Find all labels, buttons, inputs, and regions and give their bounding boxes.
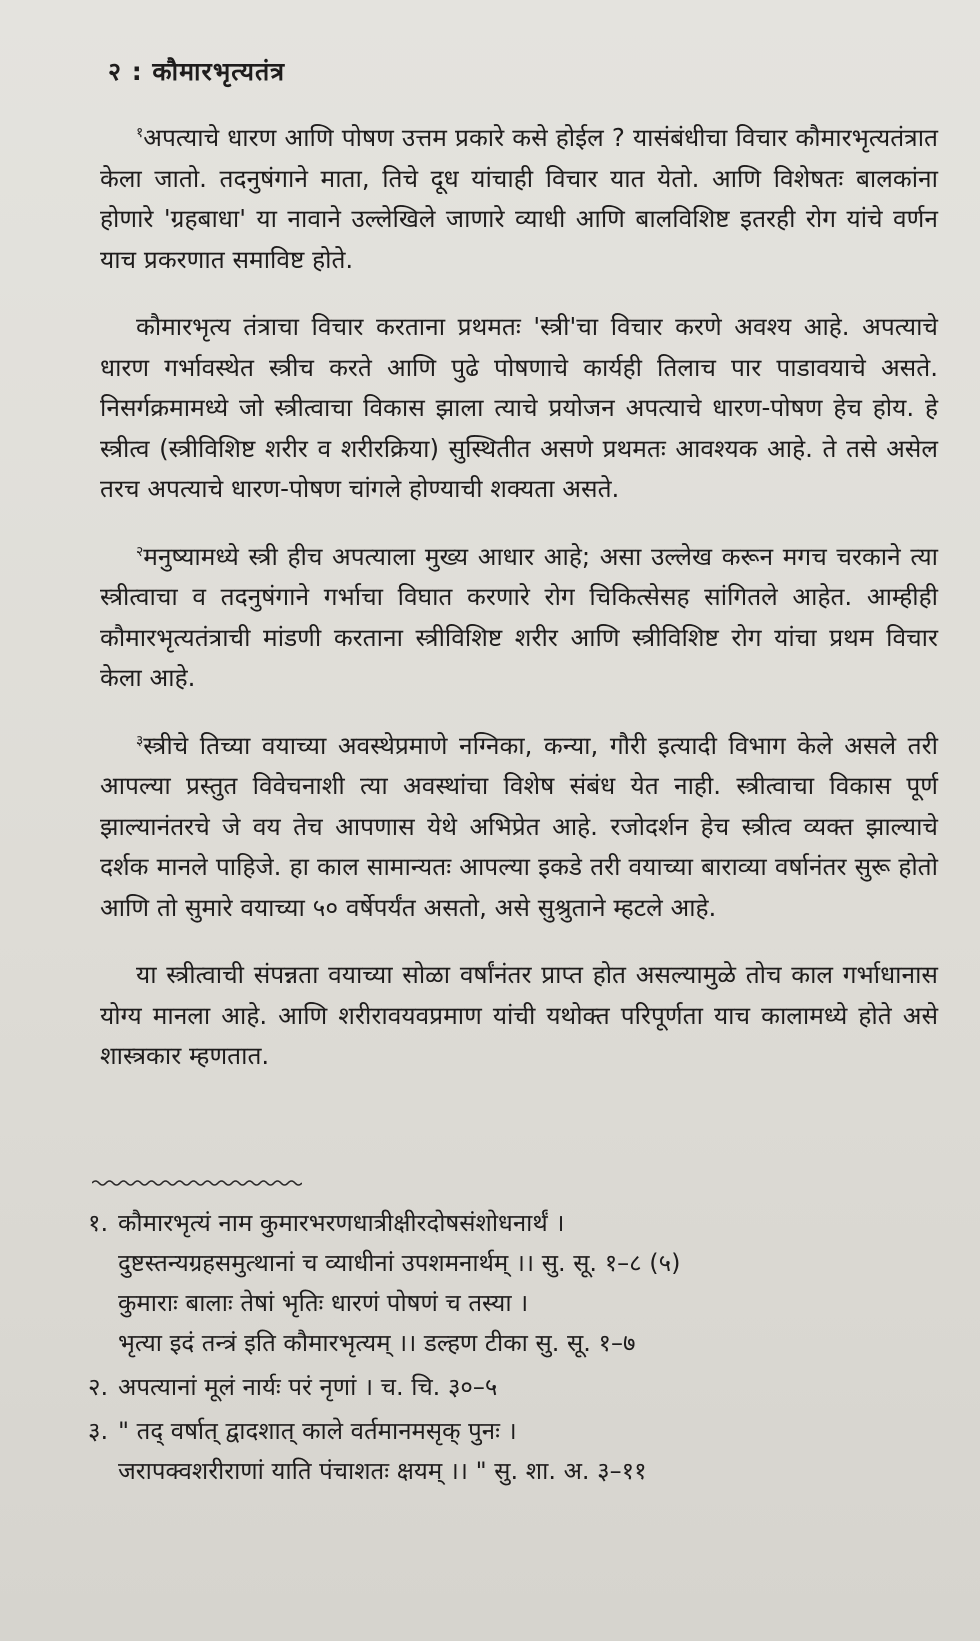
footnote-line: [88, 1411, 938, 1451]
footnote-text: " तद् वर्षात् द्वादशात् काले वर्तमानमसृक् पुनः ।: [118, 1417, 517, 1445]
paragraph-text: स्त्रीचे तिच्या वयाच्या अवस्थेप्रमाणे नग्निका, कन्या, गौरी इत्यादी विभाग केले असले तरी आपल्या प्रस्तुत विवेचनाशी त्या अवस्थांचा विशेष संबंध येत नाही. स्त्रीत्वाचा विकास पूर्ण झाल्यानंतरचे जे वय तेच आपणास येथे अभिप्रेत आहे. रजोदर्शन हेच स्त्रीत्व व्यक्त झाल्याचे दर्शक मानले पाहिजे. हा काल सामान्यतः आपल्या इकडे तरी वयाच्या बाराव्या वर्षानंतर सुरू होतो आणि तो सुमारे वयाच्या ५० वर्षेपर्यंत असतो, असे सुश्रुताने म्हटले आहे.: [100, 730, 938, 922]
footnote-line: [88, 1203, 938, 1243]
paragraph-text: या स्त्रीत्वाची संपन्नता वयाच्या सोळा वर्षांनंतर प्राप्त होत असल्यामुळे तोच काल गर्भाधानास योग्य मानला आहे. आणि शरीरावयवप्रमाण यांची यथोक्त परिपूर्णता याच कालामध्ये होते असे शास्त्रकार म्हणतात.: [100, 960, 938, 1070]
footnote-text: कौमारभृत्यं नाम कुमारभरणधात्रीक्षीरदोषसंशोधनार्थं ।: [118, 1209, 565, 1237]
footnote-3: [88, 1411, 938, 1491]
footnote-text: अपत्यानां मूलं नार्यः परं नृणां । च. चि. ३०–५: [118, 1373, 498, 1401]
footnote-1: [88, 1203, 938, 1363]
running-header: २ : कौमारभृत्यतंत्र: [108, 57, 286, 86]
footnote-number: २.: [88, 1373, 109, 1401]
paragraph-text: अपत्याचे धारण आणि पोषण उत्तम प्रकारे कसे होईल ? यासंबंधीचा विचार कौमारभृत्यतंत्रात केला जातो. तदनुषंगाने माता, तिचे दूध यांचाही विचार यात येतो. आणि विशेषतः बालकांना होणारे 'ग्रहबाधा' या नावाने उल्लेखिले जाणारे व्याधी आणि बालविशिष्ट इतरही रोग यांचे वर्णन याच प्रकरणात समाविष्ट होते.: [100, 123, 938, 274]
footnote-line: दुष्टस्तन्यग्रहसमुत्थानां च व्याधीनां उपशमनार्थम् ।। सु. सू. १–८ (५): [118, 1249, 681, 1277]
paragraph-4: [100, 726, 938, 929]
footnote-marker: ३: [136, 732, 144, 749]
footnote-marker: १: [136, 124, 144, 141]
paragraph-text: मनुष्यामध्ये स्त्री हीच अपत्याला मुख्य आधार आहे; असा उल्लेख करून मगच चरकाने त्या स्त्रीत्वाचा व तदनुषंगाने गर्भाचा विघात करणारे रोग चिकित्सेसह सांगितले आहेत. आम्हीही कौमारभृत्यतंत्राची मांडणी करताना स्त्रीविशिष्ट शरीर आणि स्त्रीविशिष्ट रोग यांचा प्रथम विचार केला आहे.: [100, 541, 938, 692]
paragraph-3: [100, 537, 938, 699]
paragraph-2: [100, 307, 938, 510]
paragraph-5: [100, 955, 938, 1077]
footnote-number: ३.: [88, 1417, 109, 1445]
footnote-line: [88, 1367, 938, 1407]
footnote-marker: २: [136, 543, 144, 560]
paragraph-text: कौमारभृत्य तंत्राचा विचार करताना प्रथमतः 'स्त्री'चा विचार करणे अवश्य आहे. अपत्याचे धारण गर्भावस्थेत स्त्रीच करते आणि पुढे पोषणाचे कार्यही तिलाच पार पाडावयाचे असते. निसर्गक्रमामध्ये जो स्त्रीत्वाचा विकास झाला त्याचे प्रयोजन अपत्याचे धारण-पोषण हेच होय. हे स्त्रीत्व (स्त्रीविशिष्ट शरीर व शरीरक्रिया) सुस्थितीत असणे प्रथमतः आवश्यक आहे. ते तसे असेल तरच अपत्याचे धारण-पोषण चांगले होण्याची शक्यता असते.: [100, 312, 938, 503]
footnotes: [88, 1203, 938, 1495]
body-text: [100, 118, 938, 1077]
paragraph-1: [100, 118, 938, 280]
footnote-line: भृत्या इदं तन्त्रं इति कौमारभृत्यम् ।। डल्हण टीका सु. सू. १–७: [118, 1329, 636, 1357]
footnote-line: कुमाराः बालाः तेषां भृतिः धारणं पोषणं च तस्या ।: [118, 1289, 529, 1317]
footnote-2: [88, 1367, 938, 1407]
footnote-divider: [92, 1178, 302, 1188]
footnote-number: १.: [88, 1209, 109, 1237]
footnote-line: जरापक्वशरीराणां याति पंचाशतः क्षयम् ।। " सु. शा. अ. ३–११: [118, 1457, 647, 1485]
